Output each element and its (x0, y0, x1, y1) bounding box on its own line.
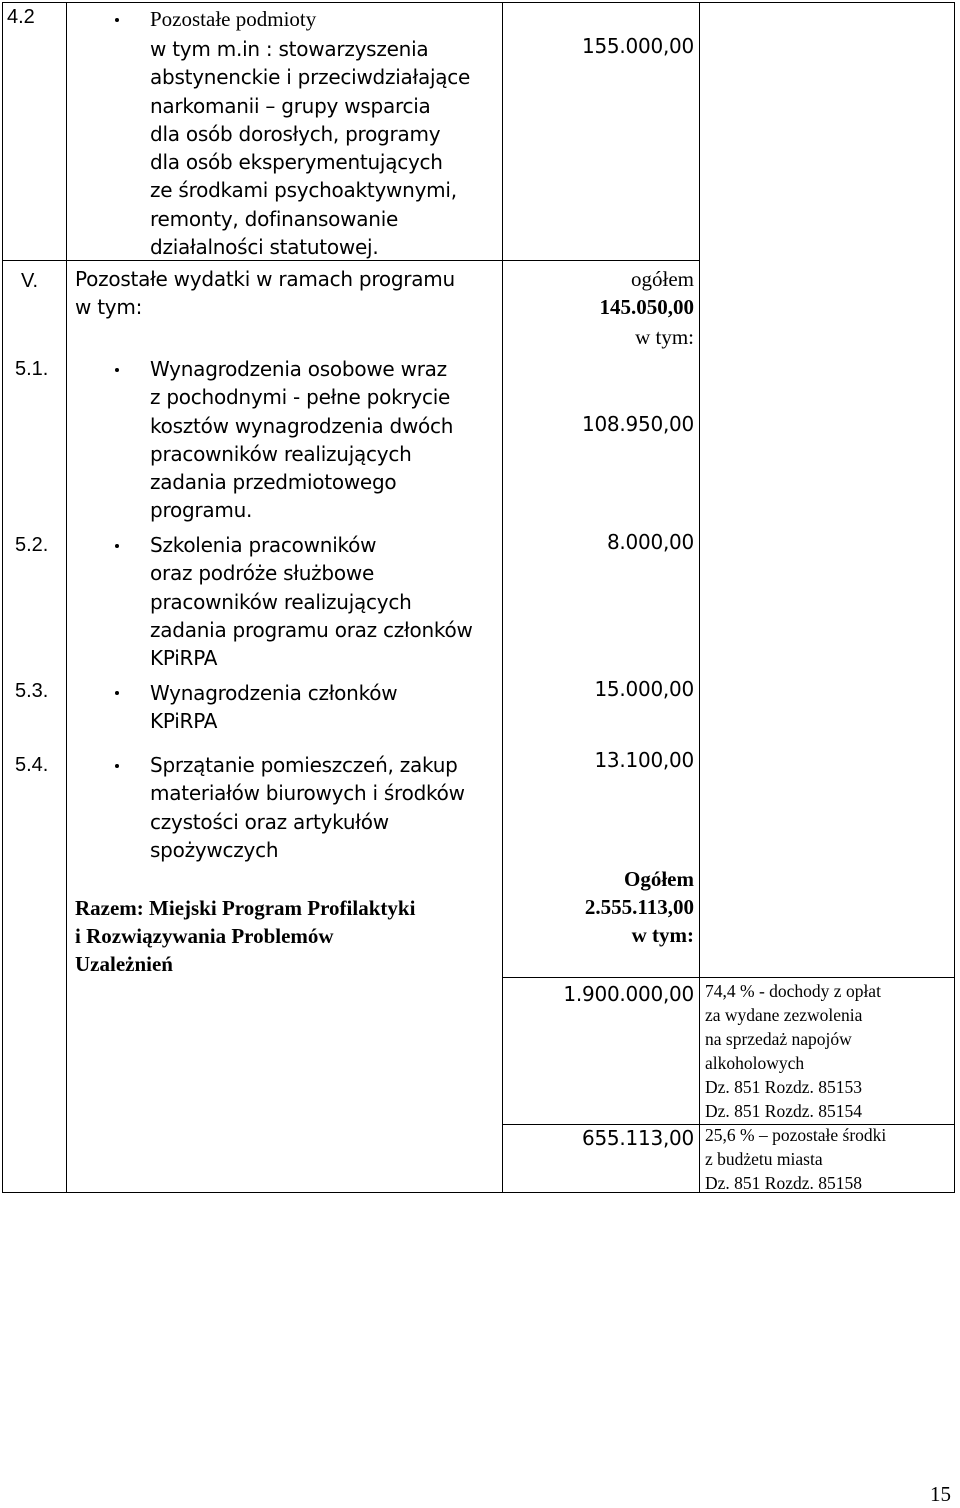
row-description: Pozostałe wydatki w ramach programu w tym: (75, 267, 455, 320)
funding-note: 74,4 % - dochody z opłat za wydane zezwolenia na sprzedaż napojów alkoholowych Dz. 851 Rozdz. 85153 Dz. 851 Rozdz. 85154 (705, 981, 881, 1121)
row-description: w tym m.in : stowarzyszenia abstynenckie i przeciwdziałające narkomanii – grupy wsparcia dla osób dorosłych, programy dla osób eksperymentujących ze środkami psychoaktywnymi, remonty, dofinansowanie działalności statutowej. (150, 37, 471, 260)
row-description: Wynagrodzenia członków KPiRPA (150, 681, 398, 734)
amount: 13.100,00 (594, 748, 694, 772)
bullet (115, 764, 119, 768)
amount-label: w tym: (635, 325, 694, 349)
row-number: 5.3. (15, 680, 49, 702)
row-number: 5.2. (15, 534, 49, 556)
amount-label: ogółem (631, 267, 694, 291)
row-number: V. (21, 270, 39, 292)
column-divider (502, 2, 503, 1193)
column-divider (699, 2, 700, 1193)
funding-amount: 655.113,00 (581, 1126, 694, 1150)
bullet (115, 691, 119, 695)
row-description: Pozostałe podmioty (150, 7, 317, 31)
amount: 108.950,00 (581, 412, 694, 436)
funding-amount: 1.900.000,00 (563, 982, 694, 1006)
column-divider (66, 2, 67, 1193)
total-amount: 2.555.113,00 (584, 895, 694, 919)
amount: 155.000,00 (581, 34, 694, 58)
row-description: Szkolenia pracowników oraz podróże służbowe pracowników realizujących zadania programu oraz członków KPiRPA (150, 533, 473, 671)
row-divider (502, 977, 955, 978)
amount-label: w tym: (631, 923, 694, 947)
row-description: Wynagrodzenia osobowe wraz z pochodnymi - pełne pokrycie kosztów wynagrodzenia dwóch pracowników realizujących zadania przedmiotowego programu. (150, 357, 454, 523)
funding-note: 25,6 % – pozostałe środki z budżetu miasta Dz. 851 Rozdz. 85158 (705, 1125, 887, 1193)
amount: 8.000,00 (606, 530, 694, 554)
amount-label: Ogółem (624, 867, 694, 891)
total-label: Razem: Miejski Program Profilaktyki i Rozwiązywania Problemów Uzależnień (75, 896, 416, 976)
bullet (115, 544, 119, 548)
amount: 15.000,00 (594, 677, 694, 701)
row-number: 5.4. (15, 754, 49, 776)
row-number: 5.1. (15, 358, 49, 380)
page-number: 15 (930, 1482, 951, 1506)
amount: 145.050,00 (599, 295, 694, 319)
row-description: Sprzątanie pomieszczeń, zakup materiałów biurowych i środków czystości oraz artykułów spożywczych (150, 753, 465, 862)
bullet (115, 368, 119, 372)
row-number: 4.2 (7, 6, 35, 28)
bullet (115, 18, 119, 22)
